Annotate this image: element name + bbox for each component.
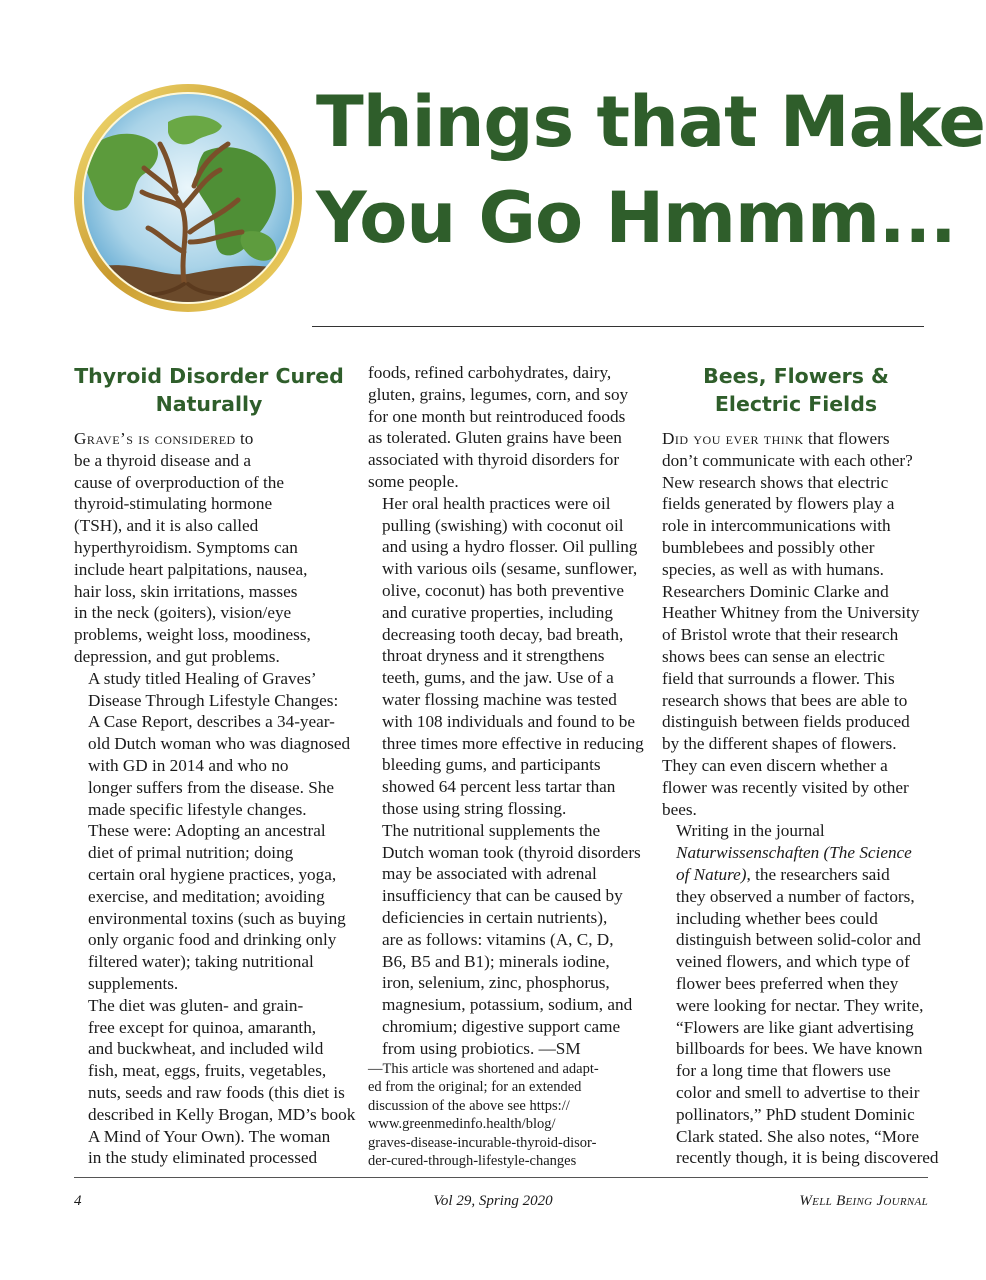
article-thyroid-continued-column bbox=[368, 362, 644, 1171]
text-line: including whether bees could bbox=[676, 908, 878, 928]
text-line: in the neck (goiters), vision/eye bbox=[74, 603, 292, 623]
text-line: Her oral health practices were oil bbox=[382, 493, 611, 513]
text-line: showed 64 percent less tartar than bbox=[382, 777, 616, 797]
text-line: bleeding gums, and participants bbox=[382, 755, 601, 775]
text-line: , the researchers said bbox=[746, 864, 890, 884]
text-line: Clark stated. She also notes, “More bbox=[676, 1126, 919, 1146]
text-line: described in Kelly Brogan, MD’s book bbox=[88, 1104, 356, 1124]
text-line: certain oral hygiene practices, yoga, bbox=[88, 864, 337, 884]
page-title bbox=[316, 74, 985, 266]
text-line: water flossing machine was tested bbox=[382, 689, 617, 709]
text-line: with various oils (sesame, sunflower, bbox=[382, 559, 638, 579]
text-line: pollinators,” PhD student Dominic bbox=[676, 1104, 915, 1124]
text-line: made specific lifestyle changes. bbox=[88, 799, 307, 819]
text-line: bees. bbox=[662, 799, 697, 819]
text-line: associated with thyroid disorders for bbox=[368, 450, 620, 470]
text-line: longer suffers from the disease. She bbox=[88, 777, 334, 797]
text-line: billboards for bees. We have known bbox=[676, 1039, 923, 1059]
text-line: The nutritional supplements the bbox=[382, 820, 601, 840]
text-line: fish, meat, eggs, fruits, vegetables, bbox=[88, 1061, 327, 1081]
journal-name-footer: Well Being Journal bbox=[799, 1193, 928, 1209]
note-line: der-cured-through-lifestyle-changes bbox=[368, 1153, 577, 1170]
title-divider bbox=[312, 326, 924, 327]
text-line: “Flowers are like giant advertising bbox=[676, 1017, 914, 1037]
text-line: hyperthyroidism. Symptoms can bbox=[74, 537, 298, 557]
globe-tree-logo bbox=[72, 82, 304, 314]
text-line: New research shows that electric bbox=[662, 472, 889, 492]
paragraph bbox=[74, 995, 356, 1169]
heading-line: Thyroid Disorder Cured bbox=[74, 364, 344, 388]
text-line: those using string flossing. bbox=[382, 798, 567, 818]
text-line: chromium; digestive support came bbox=[382, 1016, 621, 1036]
text-line: to bbox=[235, 429, 254, 448]
text-line: color and smell to advertise to their bbox=[676, 1082, 920, 1102]
article-heading-thyroid bbox=[74, 362, 344, 418]
note-line: —This article was shortened and adapt- bbox=[368, 1060, 599, 1077]
text-line: supplements. bbox=[88, 973, 179, 993]
text-line: A Mind of Your Own). The woman bbox=[88, 1126, 331, 1146]
text-line: problems, weight loss, moodiness, bbox=[74, 625, 311, 645]
text-line: and using a hydro flosser. Oil pulling bbox=[382, 537, 638, 557]
text-line: from using probiotics. —SM bbox=[382, 1038, 581, 1058]
text-line: depression, and gut problems. bbox=[74, 646, 280, 666]
journal-name: Naturwissenschaften (The Science bbox=[676, 843, 912, 863]
issue-info: Vol 29, Spring 2020 bbox=[433, 1193, 553, 1209]
text-line: may be associated with adrenal bbox=[382, 864, 597, 884]
text-line: free except for quinoa, amaranth, bbox=[88, 1017, 317, 1037]
note-line: ed from the original; for an extended bbox=[368, 1079, 582, 1096]
note-line: www.greenmedinfo.health/blog/ bbox=[368, 1116, 556, 1133]
text-line: thyroid-stimulating hormone bbox=[74, 494, 273, 514]
lead-in-smallcaps: Grave’s is considered bbox=[74, 429, 236, 448]
text-line: Writing in the journal bbox=[676, 821, 825, 841]
text-line: magnesium, potassium, sodium, and bbox=[382, 995, 633, 1015]
text-line: with GD in 2014 and who no bbox=[88, 755, 289, 775]
text-line: for one month but reintroduced foods bbox=[368, 406, 626, 426]
text-line: cause of overproduction of the bbox=[74, 472, 284, 492]
text-line: of Bristol wrote that their research bbox=[662, 625, 899, 645]
text-line: A Case Report, describes a 34-year- bbox=[88, 712, 335, 732]
text-line: old Dutch woman who was diagnosed bbox=[88, 734, 351, 754]
text-line: research shows that bees are able to bbox=[662, 690, 908, 710]
text-line: that flowers bbox=[803, 429, 890, 448]
text-line: B6, B5 and B1); minerals iodine, bbox=[382, 951, 610, 971]
text-line: are as follows: vitamins (A, C, D, bbox=[382, 929, 614, 949]
text-line: flower bees preferred when they bbox=[676, 973, 899, 993]
text-line: hair loss, skin irritations, masses bbox=[74, 581, 298, 601]
text-line: recently though, it is being discovered bbox=[676, 1148, 939, 1168]
article-bees-column bbox=[662, 362, 939, 1169]
title-line: You Go Hmmm... bbox=[316, 177, 956, 259]
text-line: Heather Whitney from the University bbox=[662, 603, 920, 623]
text-line: environmental toxins (such as buying bbox=[88, 908, 346, 928]
lead-in-smallcaps: Did you ever think bbox=[662, 429, 804, 448]
text-line: distinguish between fields produced bbox=[662, 712, 910, 732]
text-line: The diet was gluten- and grain- bbox=[88, 995, 304, 1015]
note-line: graves-disease-incurable-thyroid-disor- bbox=[368, 1134, 597, 1151]
paragraph bbox=[74, 428, 344, 668]
text-line: were looking for nectar. They write, bbox=[676, 995, 924, 1015]
text-line: don’t communicate with each other? bbox=[662, 450, 913, 470]
text-line: for a long time that flowers use bbox=[676, 1061, 891, 1081]
text-line: filtered water); taking nutritional bbox=[88, 952, 314, 972]
text-line: olive, coconut) has both preventive bbox=[382, 580, 624, 600]
text-line: foods, refined carbohydrates, dairy, bbox=[368, 363, 612, 382]
paragraph bbox=[74, 668, 351, 995]
article-heading-bees bbox=[662, 362, 930, 418]
text-line: in the study eliminated processed bbox=[88, 1148, 318, 1168]
page-number: 4 bbox=[74, 1193, 82, 1209]
text-line: diet of primal nutrition; doing bbox=[88, 843, 294, 863]
source-note bbox=[368, 1060, 634, 1172]
heading-line: Bees, Flowers & bbox=[703, 364, 889, 388]
paragraph bbox=[368, 362, 634, 493]
text-line: fields generated by flowers play a bbox=[662, 494, 895, 514]
title-line: Things that Make bbox=[316, 81, 985, 163]
journal-name: of Nature) bbox=[676, 864, 747, 884]
text-line: with 108 individuals and found to be bbox=[382, 711, 636, 731]
text-line: exercise, and meditation; avoiding bbox=[88, 886, 325, 906]
text-line: decreasing tooth decay, bad breath, bbox=[382, 624, 624, 644]
paragraph bbox=[662, 820, 939, 1169]
footer-divider bbox=[74, 1177, 928, 1178]
text-line: Researchers Dominic Clarke and bbox=[662, 581, 889, 601]
text-line: and buckwheat, and included wild bbox=[88, 1039, 324, 1059]
text-line: role in intercommunications with bbox=[662, 516, 891, 536]
text-line: as tolerated. Gluten grains have been bbox=[368, 428, 622, 448]
paragraph bbox=[368, 820, 641, 1060]
text-line: distinguish between solid-color and bbox=[676, 930, 921, 950]
text-line: They can even discern whether a bbox=[662, 755, 888, 775]
text-line: they observed a number of factors, bbox=[676, 886, 915, 906]
text-line: flower was recently visited by other bbox=[662, 777, 909, 797]
text-line: deficiencies in certain nutrients), bbox=[382, 907, 608, 927]
text-line: gluten, grains, legumes, corn, and soy bbox=[368, 384, 629, 404]
text-line: iron, selenium, zinc, phosphorus, bbox=[382, 973, 610, 993]
text-line: species, as well as with humans. bbox=[662, 559, 884, 579]
heading-line: Naturally bbox=[155, 392, 263, 416]
text-line: pulling (swishing) with coconut oil bbox=[382, 515, 624, 535]
article-thyroid-column bbox=[74, 362, 356, 1169]
text-line: nuts, seeds and raw foods (this diet is bbox=[88, 1082, 345, 1102]
text-line: These were: Adopting an ancestral bbox=[88, 821, 326, 841]
text-line: throat dryness and it strengthens bbox=[382, 646, 605, 666]
text-line: insufficiency that can be caused by bbox=[382, 886, 623, 906]
text-line: some people. bbox=[368, 471, 459, 491]
text-line: include heart palpitations, nausea, bbox=[74, 559, 308, 579]
text-line: be a thyroid disease and a bbox=[74, 450, 252, 470]
text-line: veined flowers, and which type of bbox=[676, 952, 910, 972]
paragraph bbox=[662, 428, 930, 820]
heading-line: Electric Fields bbox=[714, 392, 878, 416]
text-line: teeth, gums, and the jaw. Use of a bbox=[382, 668, 614, 688]
text-line: by the different shapes of flowers. bbox=[662, 734, 897, 754]
paragraph bbox=[368, 493, 644, 820]
text-line: Disease Through Lifestyle Changes: bbox=[88, 690, 339, 710]
text-line: only organic food and drinking only bbox=[88, 930, 337, 950]
text-line: and curative properties, including bbox=[382, 602, 613, 622]
text-line: field that surrounds a flower. This bbox=[662, 668, 895, 688]
text-line: bumblebees and possibly other bbox=[662, 537, 875, 557]
text-line: A study titled Healing of Graves’ bbox=[88, 668, 317, 688]
note-line: discussion of the above see https:// bbox=[368, 1097, 570, 1114]
text-line: (TSH), and it is also called bbox=[74, 516, 259, 536]
text-line: Dutch woman took (thyroid disorders bbox=[382, 842, 641, 862]
text-line: shows bees can sense an electric bbox=[662, 646, 885, 666]
text-line: three times more effective in reducing bbox=[382, 733, 644, 753]
